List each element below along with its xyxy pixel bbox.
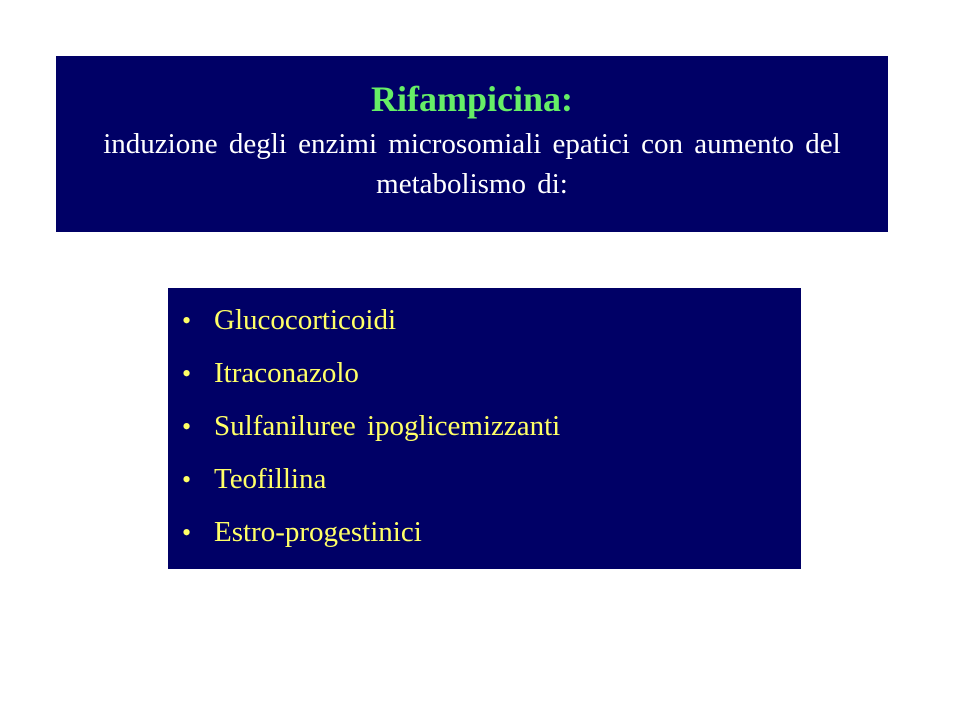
slide-subtitle: induzione degli enzimi microsomiali epatici con aumento del metabolismo di: [103,128,841,200]
title-box [56,56,888,232]
bullet-icon: • [182,412,192,441]
bullet-icon: • [182,306,192,335]
drug-list [168,294,801,559]
bullet-icon: • [182,518,192,547]
list-item-label: Glucocorticoidi [214,304,397,336]
bullet-icon: • [182,465,192,494]
list-item [168,347,801,400]
drug-list-box [168,288,801,569]
bullet-icon: • [182,359,192,388]
list-item [168,506,801,559]
slide-title: Rifampicina: [371,79,573,119]
list-item-label: Estro-progestinici [214,516,422,548]
list-item [168,453,801,506]
list-item [168,294,801,347]
list-item-label: Teofillina [214,463,327,495]
list-item [168,400,801,453]
list-item-label: Sulfaniluree ipoglicemizzanti [214,410,561,442]
list-item-label: Itraconazolo [214,357,359,389]
